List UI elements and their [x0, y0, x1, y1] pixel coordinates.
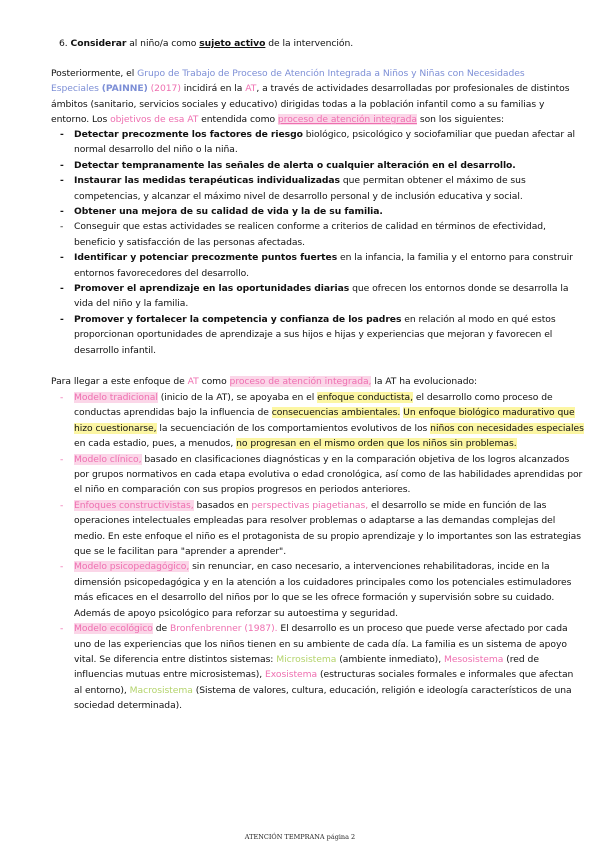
model-text: el desarrollo se mide en función de las operaciones intelectuales empleadas para resolver problemas o adaptarse a las demandas complejas del medio. En este enfoque el niño es el protagonista de su propio aprendizaje y lo importantes son las estrategias que se le facilitan para "aprender a aprender".: [74, 499, 581, 558]
item-6-keyword-considerar: Considerar: [70, 38, 127, 49]
model-text: el desarrollo como proceso de conductas aprendidas bajo la influencia de: [74, 392, 553, 419]
model-name: Modelo clínico,: [74, 453, 142, 465]
objective-text: en relación al modo en qué estos proporcionan oportunidades de aprendizaje a sus hijos e hijas y experiencias que mejoran y favorecen el desarrollo infantil.: [74, 313, 556, 356]
painne-year: (2017): [150, 83, 181, 95]
page-footer: ATENCIÓN TEMPRANA página 2: [244, 833, 356, 841]
model-name: Enfoques constructivistas,: [74, 499, 194, 511]
objective-item: - Conseguir que estas actividades se realicen conforme a criterios de calidad en términos de efectividad, beneficio y satisfacción de las personas afectadas.: [60, 221, 546, 248]
model-text: El desarrollo es un proceso que puede verse afectado por cada uno de las experiencias que los niños tienen en su ambiente de cada día. La familia es un sistema de apoyo vital. Se diferencia entre distintos sistemas:: [74, 623, 568, 665]
item-6-number: 6.: [59, 38, 68, 49]
objective-bold: Promover y fortalecer la competencia y confianza de los padres: [74, 313, 402, 325]
objective-item: - Promover el aprendizaje en las oportunidades diarias que ofrecen los entornos donde se desarrolla la vida del niño y la familia.: [60, 283, 569, 310]
highlight: niños con necesidades especiales: [430, 422, 584, 434]
objectives-list: [58, 127, 584, 358]
model-text: (Sistema de valores, cultura, educación, religión e ideología característicos de una sociedad determinada).: [74, 684, 572, 712]
model-text: sin renunciar, en caso necesario, a intervenciones rehabilitadoras, incide en la dimensión psicopedagógica y en la atención a los cuidadores principales como los potenciales estimuladores más eficaces en el desarrollo del niños por lo que se les ofrece formación y supervisión sobre su cuidado. Además de apoyo psicológico para reforzar su autoestima y seguridad.: [74, 561, 572, 619]
objective-item: - Obtener una mejora de su calidad de vida y la de su familia.: [60, 206, 383, 218]
objective-text: que permitan obtener el máximo de sus competencias, y alcanzar el máximo nivel de desarrollo personal y de inclusión educativa y social.: [74, 175, 526, 202]
model-text: en cada estadio, pues, a menudos,: [74, 438, 234, 450]
microsistema: Microsistema: [276, 653, 337, 665]
objective-item: - Detectar precozmente los factores de riesgo biológico, psicológico y sociofamiliar que puedan afectar al normal desarrollo del niño o la niña.: [60, 129, 576, 156]
para2-text-1: Para llegar a este enfoque de: [51, 376, 185, 387]
model-ecological: - Modelo ecológico de Bronfenbrenner (1987). El desarrollo es un proceso que puede verse afectado por cada uno de las experiencias que los niños tienen en su ambiente de cada día. La familia es un sistema de apoyo vital. Se diferencia entre distintos sistemas: Microsistema (ambiente inmediato), Mesosistema (red de influencias mutuas entre microsistemas), Exosistema (estructuras sociales formales e informales que afectan al entorno), Macrosistema (Sistema de valores, cultura, educación, religión e ideología característicos de una sociedad determinada).: [60, 623, 574, 712]
model-name: Modelo ecológico: [74, 623, 153, 635]
model-name: Modelo tradicional: [74, 392, 158, 403]
objective-item: - Detectar tempranamente las señales de alerta o cualquier alteración en el desarrollo.: [60, 159, 516, 171]
author-name: Bronfenbrenner: [170, 623, 242, 635]
painne-acronym: (PAINNE): [101, 83, 148, 95]
para2-text-2: como: [201, 376, 227, 387]
objective-bold: Identificar y potenciar precozmente puntos fuertes: [74, 252, 338, 264]
objective-text: que ofrecen los entornos donde se desarrolla la vida del niño y la familia.: [74, 283, 569, 310]
para1-text-5: son los siguientes:: [419, 114, 505, 126]
objective-bold: Instaurar las medidas terapéuticas individualizadas: [74, 175, 340, 187]
model-constructivist: - Enfoques constructivistas, basados en perspectivas piagetianas, el desarrollo se mide en función de las operaciones intelectuales empleadas para resolver problemas o adaptarse a las demandas complejas del medio. En este enfoque el niño es el protagonista de su propio aprendizaje y lo importantes son las estrategias que se le facilitan para "aprender a aprender".: [60, 499, 581, 558]
item-6: [59, 36, 559, 51]
model-text: basado en clasificaciones diagnósticas y en la comparación objetiva de los logros alcanzados por grupos normativos en cada etapa evolutiva o edad cronológica, así como de las habilidades aprendidas por el niño en comparación con sus propios progresos en periodos anteriores.: [74, 453, 583, 496]
model-traditional: - Modelo tradicional (inicio de la AT), se apoyaba en el enfoque conductista, el desarrollo como proceso de conductas aprendidas bajo la influencia de consecuencias ambientales. Un enfoque biológico madurativo que hizo cuestionarse, la secuenciación de los comportamientos evolutivos de los niños con necesidades especiales en cada estadio, pues, a menudos, no progresan en el mismo orden que los niños sin problemas.: [60, 392, 584, 450]
paragraph-evolution: [51, 374, 571, 389]
model-psychopedagogical: - Modelo psicopedagógico, sin renunciar, en caso necesario, a intervenciones rehabilitadoras, incide en la dimensión psicopedagógica y en la atención a los cuidadores principales como los potenciales estimuladores más eficaces en el desarrollo del niños por lo que se les ofrece formación y supervisión sobre su cuidado. Además de apoyo psicológico para reforzar su autoestima y seguridad.: [60, 561, 572, 619]
para2-at: AT: [187, 376, 199, 387]
macrosistema: Macrosistema: [129, 684, 193, 696]
model-text: (red de influencias mutuas entre microsistemas),: [74, 653, 539, 681]
highlight: Un enfoque biológico madurativo que hizo cuestionarse,: [74, 407, 575, 434]
objective-text: en la infancia, la familia y el entorno para construir entornos favorecedores del desarrollo.: [74, 252, 573, 279]
item-6-text-2: de la intervención.: [268, 38, 354, 49]
highlight: enfoque conductista,: [317, 392, 413, 403]
mesosistema: Mesosistema: [443, 653, 504, 665]
objective-item: - Instaurar las medidas terapéuticas individualizadas que permitan obtener el máximo de sus competencias, y alcanzar el máximo nivel de desarrollo personal y de inclusión educativa y social.: [60, 175, 526, 202]
models-list: [58, 390, 584, 714]
para1-objetivos: objetivos de esa AT: [110, 114, 199, 126]
objective-bold: Obtener una mejora de su calidad de vida y la de su familia.: [74, 206, 383, 218]
model-text: basados en: [193, 499, 249, 511]
model-text: la secuenciación de los comportamientos evolutivos de los: [156, 422, 428, 434]
objective-text: biológico, psicológico y sociofamiliar que puedan afectar al normal desarrollo del niño o la niña.: [74, 129, 576, 156]
para2-proceso-atencion: proceso de atención integrada,: [229, 376, 372, 387]
model-name: Modelo psicopedagógico,: [74, 561, 190, 573]
para1-text-2: incidirá en la: [183, 83, 243, 95]
para1-text-1: Posteriormente, el: [51, 68, 135, 79]
author-year: (1987).: [244, 623, 278, 635]
painne-group-name: Grupo de Trabajo de Proceso de Atención Integrada a Niños y Niñas con Necesidades Especiales: [51, 68, 525, 95]
objective-item: - Promover y fortalecer la competencia y confianza de los padres en relación al modo en qué estos proporcionan oportunidades de aprendizaje a sus hijos e hijas y experiencias que mejoran y favorecen el desarrollo infantil.: [60, 313, 556, 356]
exosistema: Exosistema: [265, 669, 318, 681]
item-6-text-1: al niño/a como: [129, 38, 197, 49]
objective-bold: Detectar precozmente los factores de riesgo: [74, 129, 303, 140]
model-text: (estructuras sociales formales e informales que afectan al entorno),: [74, 669, 574, 696]
objective-item: - Identificar y potenciar precozmente puntos fuertes en la infancia, la familia y el entorno para construir entornos favorecedores del desarrollo.: [60, 252, 573, 279]
objective-bold: Promover el aprendizaje en las oportunidades diarias: [74, 283, 350, 295]
piagetian-term: perspectivas piagetianas,: [251, 499, 369, 511]
objective-bold: Detectar tempranamente las señales de alerta o cualquier alteración en el desarrollo.: [74, 159, 516, 171]
model-text: (ambiente inmediato),: [336, 653, 442, 665]
para1-text-3: , a través de actividades desarrolladas por profesionales de distintos ámbitos (sanitario, servicios sociales y educativo) dirigidas todas a la población infantil como a su familias y entorno. Los: [51, 83, 570, 126]
para1-proceso-atencion: proceso de atención integrada: [277, 114, 417, 126]
item-6-keyword-sujeto-activo: sujeto activo: [199, 38, 266, 49]
model-text: (inicio de la AT), se apoyaba en el: [157, 392, 315, 403]
para1-text-4: entendida como: [201, 114, 276, 126]
para2-text-3: la AT ha evolucionado:: [374, 376, 478, 387]
model-text: de: [152, 623, 168, 635]
paragraph-painne: [51, 66, 571, 128]
para1-at: AT: [245, 83, 257, 95]
highlight: no progresan en el mismo orden que los niños sin problemas.: [236, 438, 517, 450]
objective-text: Conseguir que estas actividades se realicen conforme a criterios de calidad en términos de efectividad, beneficio y satisfacción de las personas afectadas.: [74, 221, 546, 248]
model-clinical: - Modelo clínico, basado en clasificaciones diagnósticas y en la comparación objetiva de los logros alcanzados por grupos normativos en cada etapa evolutiva o edad cronológica, así como de las habilidades aprendidas por el niño en comparación con sus propios progresos en periodos anteriores.: [60, 453, 583, 496]
highlight: consecuencias ambientales.: [271, 407, 401, 419]
